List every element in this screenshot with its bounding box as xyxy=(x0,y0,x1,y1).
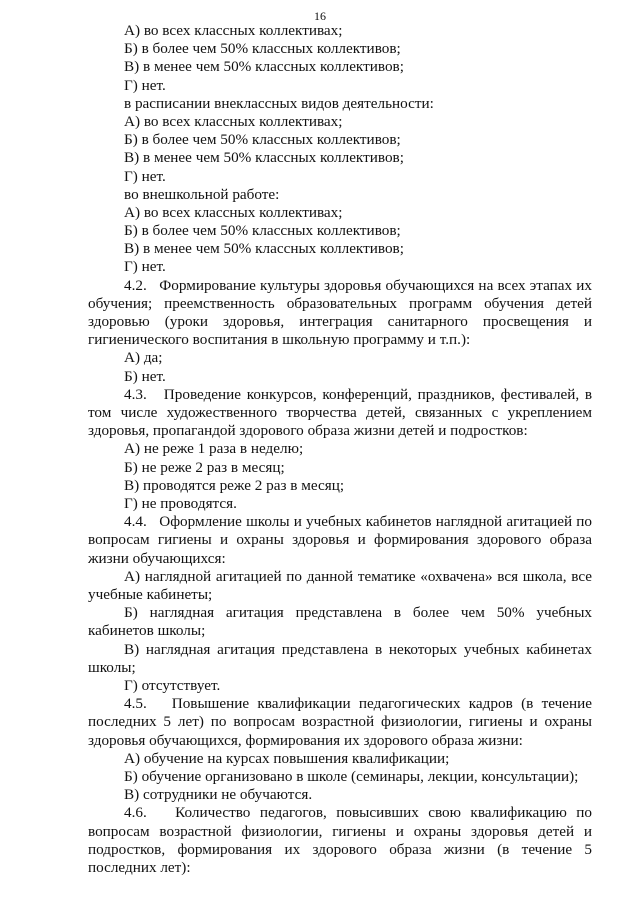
paragraph: В) наглядная агитация представлена в некоторых учебных кабинетах школы; xyxy=(88,640,592,676)
text-line: Б) обучение организовано в школе (семинары, лекции, консультации); xyxy=(124,767,579,785)
text-line: Б) в более чем 50% классных коллективов; xyxy=(124,131,401,149)
text-line: А) да; xyxy=(124,349,163,367)
text-line: Г) не проводятся. xyxy=(124,494,237,512)
text-line: В) в менее чем 50% классных коллективов; xyxy=(124,149,404,167)
text-line: В) в менее чем 50% классных коллективов; xyxy=(124,58,404,76)
text-line: в расписании внеклассных видов деятельности: xyxy=(124,94,434,112)
text-line: Г) нет. xyxy=(124,167,166,185)
paragraph: А) наглядной агитацией по данной тематике «охвачена» вся школа, все учебные кабинеты; xyxy=(88,567,592,603)
text-line: В) в менее чем 50% классных коллективов; xyxy=(124,240,404,258)
page-number: 16 xyxy=(314,9,326,23)
paragraph: 4.2. Формирование культуры здоровья обучающихся на всех этапах их обучения; преемственность образовательных программ обучения детей здоровью (уроки здоровья, интеграция санитарного просвещения и гигиенического воспитания в школьную программу и т.п.): xyxy=(88,276,592,349)
text-line: Г) нет. xyxy=(124,258,166,276)
text-line: во внешкольной работе: xyxy=(124,185,280,203)
text-line: А) во всех классных коллективах; xyxy=(124,112,343,130)
text-line: В) сотрудники не обучаются. xyxy=(124,786,313,804)
paragraph: 4.3. Проведение конкурсов, конференций, праздников, фестивалей, в том числе художественного творчества детей, связанных с укреплением здоровья, пропагандой здорового образа жизни детей и подростков: xyxy=(88,385,592,440)
text-line: Г) отсутствует. xyxy=(124,677,221,694)
text-line: Б) в более чем 50% классных коллективов; xyxy=(124,40,401,58)
text-line: А) обучение на курсах повышения квалификации; xyxy=(124,749,450,767)
paragraph: Б) наглядная агитация представлена в более чем 50% учебных кабинетов школы; xyxy=(88,604,592,640)
document-body xyxy=(88,22,592,877)
paragraph: 4.6. Количество педагогов, повысивших свою квалификацию по вопросам возрастной физиологии, гигиены и охраны здоровья детей и подростков, формирования их здорового образа жизни (в течение 5 последних лет): xyxy=(88,804,592,876)
text-line: А) во всех классных коллективах; xyxy=(124,203,343,221)
paragraph: 4.4. Оформление школы и учебных кабинетов наглядной агитацией по вопросам гигиены и охраны здоровья и формирования здорового образа жизни обучающихся: xyxy=(88,513,592,567)
text-line: А) не реже 1 раза в неделю; xyxy=(124,440,304,458)
text-line: В) проводятся реже 2 раз в месяц; xyxy=(124,476,345,494)
text-line: Г) нет. xyxy=(124,76,166,94)
text-line: А) во всех классных коллективах; xyxy=(124,22,343,39)
text-line: Б) в более чем 50% классных коллективов; xyxy=(124,222,401,240)
text-line: Б) не реже 2 раз в месяц; xyxy=(124,458,285,476)
text-line: Б) нет. xyxy=(124,367,166,385)
paragraph: 4.5. Повышение квалификации педагогических кадров (в течение последних 5 лет) по вопросам возрастной физиологии, гигиены и охраны здоровья обучающихся, формирования их здорового образа жизни: xyxy=(88,695,592,749)
